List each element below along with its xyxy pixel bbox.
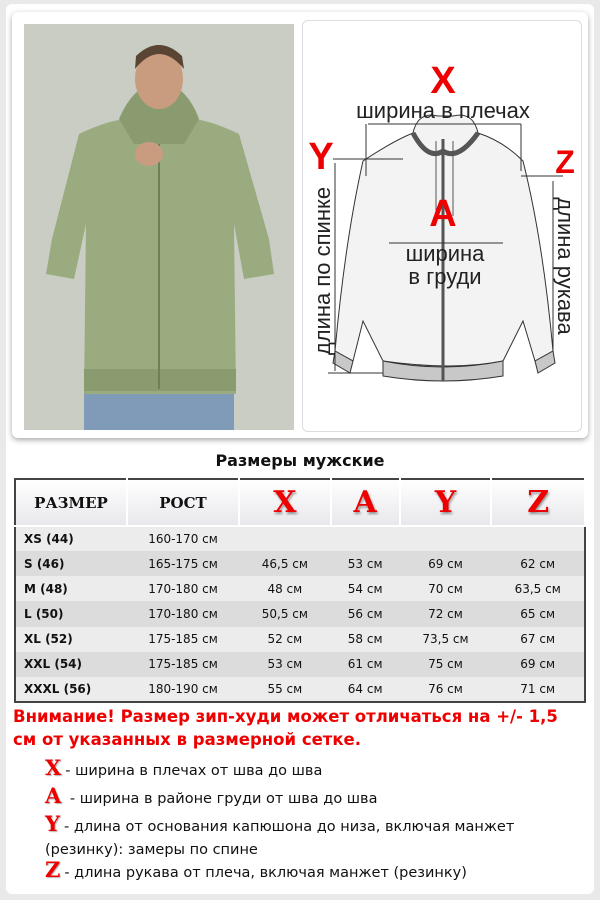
table-cell: 175-185 см <box>127 652 239 677</box>
table-cell: 165-175 см <box>127 551 239 576</box>
table-row <box>15 551 585 576</box>
legend-item-a <box>45 784 590 811</box>
table-cell: XXXL (56) <box>15 677 127 702</box>
a-text-2: в груди <box>408 264 482 289</box>
table-cell: 54 см <box>331 576 400 601</box>
table-row <box>15 601 585 626</box>
a-label: A <box>429 193 457 235</box>
table-row <box>15 576 585 601</box>
table-cell: 53 см <box>239 652 331 677</box>
table-cell: 175-185 см <box>127 627 239 652</box>
z-label: Z <box>555 144 575 180</box>
table-cell: S (46) <box>15 551 127 576</box>
x-label: X <box>430 60 456 102</box>
table-cell: 73,5 см <box>400 627 492 652</box>
header-height: РОСТ <box>127 479 239 526</box>
legend-text: - длина от основания капюшона до низа, включая манжет (резинку): замеры по спине <box>45 819 515 858</box>
table-cell: 170-180 см <box>127 576 239 601</box>
table-row <box>15 652 585 677</box>
y-text: длина по спинке <box>310 186 335 356</box>
table-cell <box>400 526 492 551</box>
legend-text: - длина рукава от плеча, включая манжет (резинку) <box>64 865 467 881</box>
x-text: ширина в плечах <box>356 98 530 123</box>
header-y: Y <box>400 479 492 526</box>
table-cell: 69 см <box>400 551 492 576</box>
table-cell: 64 см <box>331 677 400 702</box>
size-table <box>14 478 586 703</box>
legend-letter: A <box>45 783 62 808</box>
legend-item-x <box>45 756 590 783</box>
legend-item-z <box>45 858 590 885</box>
table-cell <box>239 526 331 551</box>
y-label: Y <box>308 136 334 178</box>
header-z: Z <box>491 479 585 526</box>
table-cell: 72 см <box>400 601 492 626</box>
table-cell: 76 см <box>400 677 492 702</box>
table-row <box>15 677 585 702</box>
table-cell: 61 см <box>331 652 400 677</box>
table-cell: 46,5 см <box>239 551 331 576</box>
legend-text: - ширина в плечах от шва до шва <box>65 763 323 779</box>
table-row <box>15 526 585 551</box>
table-cell: 71 см <box>491 677 585 702</box>
page-title: Размеры мужские <box>215 451 385 470</box>
table-cell: 75 см <box>400 652 492 677</box>
header-a: A <box>331 479 400 526</box>
table-cell: 69 см <box>491 652 585 677</box>
table-cell: 65 см <box>491 601 585 626</box>
table-cell: XS (44) <box>15 526 127 551</box>
legend-item-y <box>45 812 590 862</box>
table-cell: 67 см <box>491 627 585 652</box>
table-cell: 58 см <box>331 627 400 652</box>
a-text-1: ширина <box>405 241 485 266</box>
table-cell: 170-180 см <box>127 601 239 626</box>
table-cell: 56 см <box>331 601 400 626</box>
table-cell: 62 см <box>491 551 585 576</box>
table-cell: 180-190 см <box>127 677 239 702</box>
table-cell: 160-170 см <box>127 526 239 551</box>
warning-text: Внимание! Размер зип-худи может отличаться на +/- 1,5 см от указанных в размерной сетке. <box>13 707 558 749</box>
table-cell: 48 см <box>239 576 331 601</box>
table-cell <box>491 526 585 551</box>
table-cell: 53 см <box>331 551 400 576</box>
header-size: РАЗМЕР <box>15 479 127 526</box>
z-text: длина рукава <box>553 197 578 335</box>
product-photo <box>24 24 294 430</box>
table-cell <box>331 526 400 551</box>
header-x: X <box>239 479 331 526</box>
legend-text: - ширина в районе груди от шва до шва <box>65 791 378 807</box>
table-cell: 50,5 см <box>239 601 331 626</box>
table-cell: M (48) <box>15 576 127 601</box>
legend-letter: X <box>45 755 62 780</box>
size-diagram <box>302 20 582 432</box>
legend-letter: Y <box>45 811 60 836</box>
table-cell: XL (52) <box>15 627 127 652</box>
table-cell: 55 см <box>239 677 331 702</box>
table-cell: 63,5 см <box>491 576 585 601</box>
table-cell: 70 см <box>400 576 492 601</box>
table-row <box>15 627 585 652</box>
table-header-row <box>15 479 585 526</box>
legend-letter: Z <box>45 857 61 882</box>
table-cell: 52 см <box>239 627 331 652</box>
table-cell: L (50) <box>15 601 127 626</box>
table-cell: XXL (54) <box>15 652 127 677</box>
